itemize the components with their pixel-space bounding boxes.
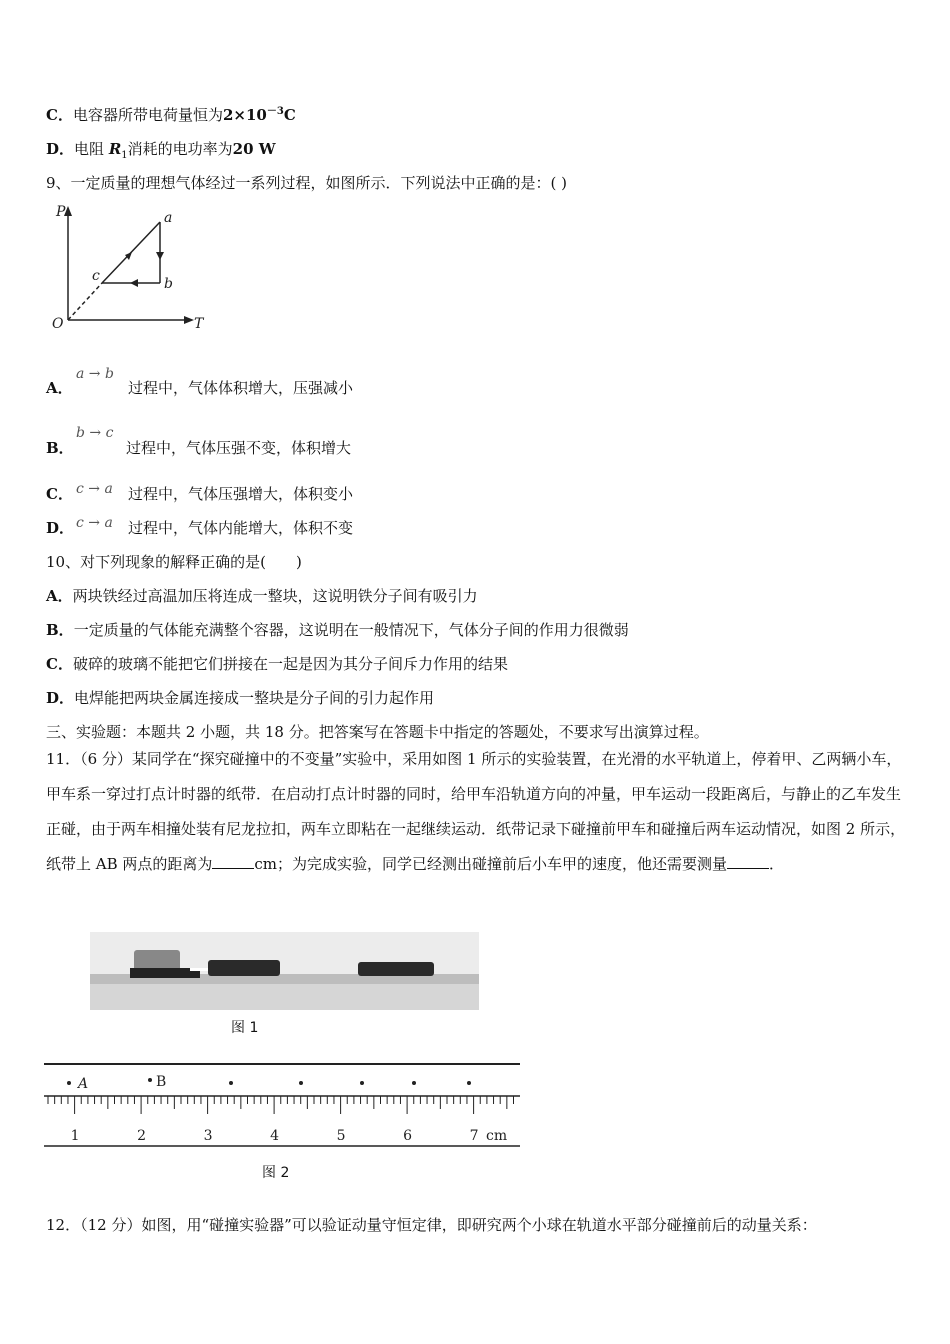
option-letter: A． (46, 379, 73, 397)
ruler-tick-label: 7 (469, 1128, 479, 1144)
tape-dot (412, 1081, 416, 1085)
q8-option-c (46, 102, 296, 125)
arrow-c-a (125, 252, 132, 260)
q8-option-d (46, 139, 276, 166)
q10-option-c (46, 654, 508, 674)
option-letter: C． (46, 106, 73, 124)
option-letter: B． (46, 439, 74, 457)
figure-1-photo (90, 932, 479, 1010)
q11-text-part2: cm；为完成实验，同学已经测出碰撞前后小车甲的速度，他还需要测量 (254, 855, 728, 873)
tape-dot (360, 1081, 364, 1085)
tape-dot (467, 1081, 471, 1085)
q12-text: 12．（12 分）如图，用“碰撞实验器”可以验证动量守恒定律，即研究两个小球在轨道水平部分碰撞前后的动量关系： (46, 1216, 817, 1234)
ruler-tick-label: 6 (403, 1128, 413, 1144)
option-letter: D． (46, 519, 75, 537)
option-letter: D． (46, 140, 75, 158)
q9-option-d (46, 518, 74, 538)
ruler-tick-label: 1 (70, 1128, 80, 1144)
q10-option-a (46, 586, 478, 606)
point-a-label: a (164, 210, 173, 226)
charge-unit: C (283, 106, 296, 124)
charge-exponent: －3 (266, 106, 284, 117)
arrow-b-c (130, 279, 138, 287)
figure-2-ruler (44, 1058, 522, 1150)
q11-text-part1: 11．（6 分）某同学在“探究碰撞中的不变量”实验中，采用如图 1 所示的实验装置，在光滑的水平轨道上，停着甲、乙两辆小车，甲车系一穿过打点计时器的纸带．在启动打点计时器的同时，给甲车沿轨道方向的冲量，甲车运动一段距离后，与静止的乙车发生正碰，由于两车相撞处装有尼龙拉扣，两车立即粘在一起继续运动．纸带记录下碰撞前甲车和碰撞后两车运动情况，如图 2 所示，纸带上 AB 两点的距离为 (46, 750, 906, 873)
pt-graph (46, 200, 216, 335)
figure-2-caption: 图 2 (262, 1165, 290, 1181)
tape-dot (148, 1078, 152, 1082)
cart-b (358, 962, 434, 976)
charge-value: 2×10 (222, 106, 267, 124)
ruler-tick-label: 5 (336, 1128, 346, 1144)
resistor-sub: 1 (121, 150, 128, 161)
tape-dot (67, 1081, 71, 1085)
point-b-label: b (164, 276, 173, 292)
option-text: 破碎的玻璃不能把它们拼接在一起是因为其分子间斥力作用的结果 (72, 655, 508, 673)
q9-option-a (46, 378, 73, 398)
y-axis-label: P (56, 204, 66, 220)
point-b-label: B (156, 1074, 167, 1090)
option-letter: B． (46, 621, 74, 639)
ruler-tick-labels (71, 1128, 479, 1144)
option-text: 电阻 (74, 140, 105, 158)
option-letter: C． (46, 655, 73, 673)
x-axis-label: T (194, 316, 204, 332)
ruler-ticks (48, 1096, 514, 1114)
q9-option-b-math: b → c (76, 425, 114, 441)
q9-option-a-math: a → b (76, 366, 114, 382)
q9-option-c-text: 过程中，气体压强增大，体积变小 (128, 485, 354, 503)
ruler-tick-label: 2 (137, 1128, 147, 1144)
q11-text-part3: ． (769, 855, 785, 873)
tape-dot (229, 1081, 233, 1085)
track-base (90, 984, 479, 1010)
option-text: 两块铁经过高温加压将连成一整块，这说明铁分子间有吸引力 (72, 587, 478, 605)
q9-option-b-text: 过程中，气体压强不变，体积增大 (126, 439, 352, 457)
option-text: 消耗的电功率为 (127, 140, 233, 158)
q9-stem: 9、一定质量的理想气体经过一系列过程，如图所示．下列说法中正确的是：( ) (46, 174, 568, 192)
q9-option-d-text: 过程中，气体内能增大，体积不变 (128, 519, 354, 537)
q10-option-d (46, 688, 434, 708)
power-value: 20 W (232, 140, 276, 158)
cart-a (208, 960, 280, 976)
answer-blank-distance[interactable] (212, 852, 254, 869)
ruler-unit: cm (486, 1128, 508, 1144)
resistor-var: R (108, 140, 122, 158)
figure-1-caption: 图 1 (231, 1020, 259, 1036)
option-letter: D． (46, 689, 75, 707)
q9-option-a-text: 过程中，气体体积增大，压强减小 (128, 379, 354, 397)
option-letter: C． (46, 485, 73, 503)
section-3-title: 三、实验题：本题共 2 小题，共 18 分。把答案写在答题卡中指定的答题处，不要求写出演算过程。 (46, 723, 709, 741)
dashed-extension (68, 283, 102, 320)
point-a-label: A (78, 1076, 89, 1092)
point-c-label: c (92, 268, 100, 284)
origin-label: O (52, 316, 64, 332)
tape-dot (299, 1081, 303, 1085)
option-text: 电焊能把两块金属连接成一整块是分子间的引力起作用 (74, 689, 435, 707)
q10-option-b (46, 620, 629, 640)
arrow-a-b (156, 252, 164, 260)
q10-stem: 10、对下列现象的解释正确的是( ) (46, 553, 302, 571)
ruler-tick-label: 4 (270, 1128, 280, 1144)
q9-option-c-math: c → a (76, 481, 113, 497)
q9-option-d-math: c → a (76, 515, 113, 531)
q9-option-c (46, 484, 73, 504)
answer-blank-quantity[interactable] (727, 852, 769, 869)
option-text: 一定质量的气体能充满整个容器，这说明在一般情况下，气体分子间的作用力很微弱 (73, 621, 629, 639)
option-text: 电容器所带电荷量恒为 (72, 106, 223, 124)
option-letter: A． (46, 587, 73, 605)
x-axis-arrow (184, 316, 194, 324)
ruler-tick-label: 3 (203, 1128, 213, 1144)
q9-option-b (46, 438, 74, 458)
q11-text (46, 742, 906, 882)
